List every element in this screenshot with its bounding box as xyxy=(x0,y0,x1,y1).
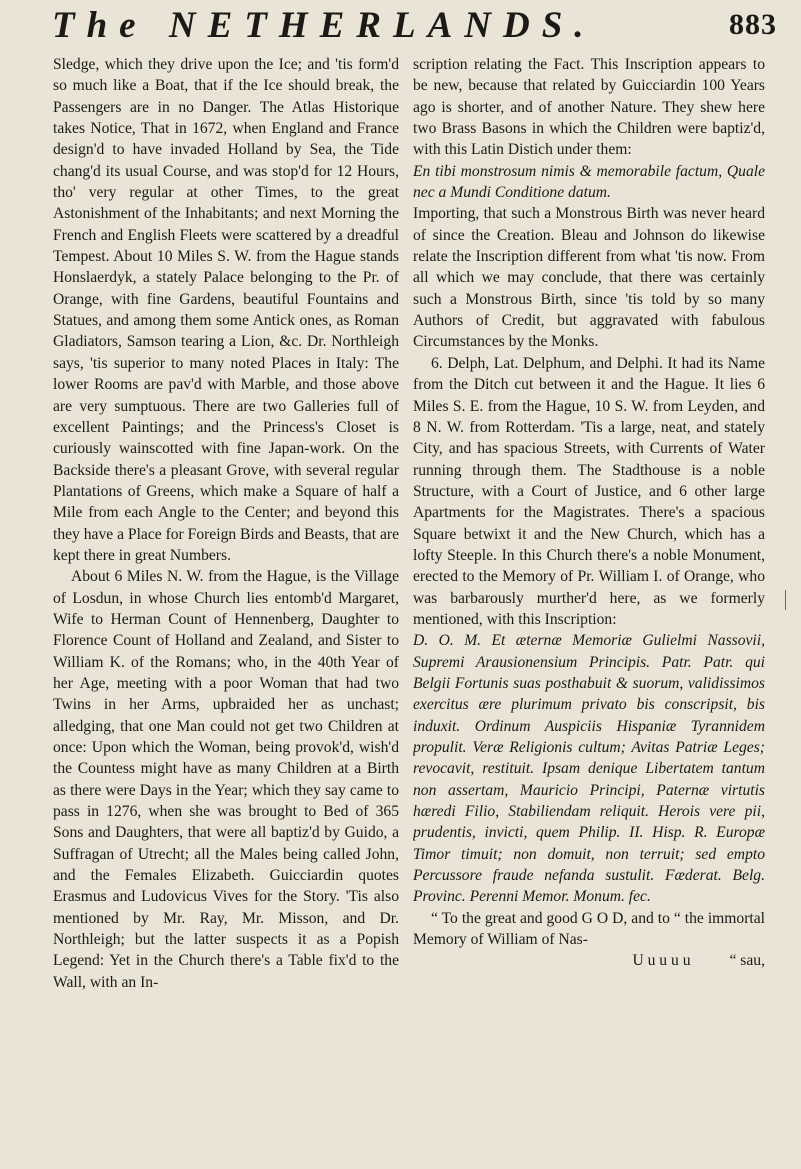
right-column xyxy=(413,54,765,1159)
left-paragraph-2: About 6 Miles N. W. from the Hague, is the Village of Losdun, in whose Church lies entomb'd Margaret, Wife to Herman Count of Hennenberg, Daughter to Florence Count of Holland and Zealand, and Sister to William K. of the Romans; who, in the 40th Year of her Age, meeting with a poor Woman that had two Twins in her Arms, upbraided her as unchast; alledging, that one Man could not get two Children at once: Upon which the Woman, being provok'd, wish'd the Countess might have as many Children at a Birth as there were Days in the Year; which they say came to pass in 1276, when she was brought to Bed of 365 Sons and Daughters, that were all baptiz'd by Guido, a Suffragan of Utrecht; all the Males being called John, and the Females Elizabeth. Guicciardin quotes Erasmus and Ludovicus Vives for the Story. 'Tis also mentioned by Mr. Ray, Mr. Misson, and Dr. Northleigh; but the latter suspects it as a Popish Legend: Yet in the Church there's a Table fix'd to the Wall, with an In- xyxy=(53,568,399,991)
right-paragraph-3: 6. Delph, Lat. Delphum, and Delphi. It had its Name from the Ditch cut between it and the Hague. It lies 6 Miles S. E. from the Hague, 10 S. W. from Leyden, and 8 N. W. from Rotterdam. 'Tis a large, neat, and stately City, and has spacious Streets, with Currents of Water running through them. The Stadthouse is a noble Structure, with a Court of Justice, and 6 other large Apartments for the Magistrates. There's a spacious Square betwixt it and the New Church, which has a lofty Steeple. In this Church there's a noble Monument, erected to the Memory of Pr. William I. of Orange, who was barbarously murther'd here, as we formerly mentioned, with this Inscription: xyxy=(413,354,765,628)
margin-mark xyxy=(785,590,786,610)
left-column xyxy=(53,54,399,1159)
right-paragraph-4: “ To the great and good G O D, and to “ the immortal Memory of William of Nas- xyxy=(413,909,765,949)
right-paragraph-2: Importing, that such a Monstrous Birth was never heard of since the Creation. Bleau and Johnson do likewise relate the Inscription different from what 'tis now. From all which we may conclude, that there was certainly such a Monstrous Birth, since 'tis told by so many Authors of Credit, but aggravated with fabulous Circumstances by the Monks. xyxy=(413,205,765,351)
catchword-line xyxy=(413,950,765,971)
left-paragraph-1: Sledge, which they drive upon the Ice; and 'tis form'd so much like a Boat, that if the Ice should break, the Passengers are in no Danger. The Atlas Historique takes Notice, That in 1672, when England and France design'd to have invaded Holland by Sea, the Tide chang'd its usual Course, and was stop'd for 12 Hours, tho' very regular at other Times, to the great Astonishment of the Inhabitants; and next Morning the French and English Fleets were scattered by a dreadful Tempest. About 10 Miles S. W. from the Hague stands Honslaerdyk, a stately Palace belonging to the Pr. of Orange, with fine Gardens, beautiful Fountains and Statues, and among them some Antick ones, as Roman Gladiators, Samson tearing a Lion, &c. Dr. Northleigh says, 'tis superior to many noted Places in Italy: The lower Rooms are pav'd with Marble, and those above are very sumptuous. There are two Galleries full of excellent Paintings; and the Princess's Closet is curiously wainscotted with fine Japan-work. On the Backside there's a pleasant Grove, with several regular Plantations of Greens, which make a Square of half a Mile from each Angle to the Center; and beyond this they have a Place for Foreign Birds and Beasts, that are kept there in great Numbers. xyxy=(53,56,399,564)
latin-inscription: D. O. M. Et æternæ Memoriæ Gulielmi Nassovii, Supremi Arausionensium Principis. Patr. Patr. qui Belgii Fortunis suas posthabuit & suorum, validissimos exercitus ære plurimum privato bis conscripsit, bis induxit. Ordinum Auspiciis Hispaniæ Tyrannidem propulit. Veræ Religionis cultum; Avitas Patriæ Leges; revocavit, restituit. Ipsam denique Libertatem tantum non assertam, Mauricio Principi, Paternæ virtutis hæredi Filio, Stabiliendam reliquit. Herois vere pii, prudentis, invicti, quem Philip. II. Hisp. R. Europæ Timor timuit; non domuit, non terruit; sed empto Percussore fraude nefanda sustulit. Fæderat. Belg. Provinc. Perenni Memor. Monum. fec. xyxy=(413,632,765,906)
signature-mark: U u u u u xyxy=(632,952,691,970)
catchword: “ sau, xyxy=(729,952,765,970)
latin-distich: En tibi monstrosum nimis & memorabile factum, Quale nec a Mundi Conditione datum. xyxy=(413,162,765,202)
page-number: 883 xyxy=(729,8,777,41)
running-head xyxy=(0,4,801,48)
right-paragraph-1: scription relating the Fact. This Inscription appears to be new, because that related by Guicciardin 100 Years ago is shorter, and of another Nature. They shew here two Brass Basons in which the Children were baptiz'd, with this Latin Distich under them: xyxy=(413,56,765,159)
running-title: The NETHERLANDS. xyxy=(52,5,596,46)
